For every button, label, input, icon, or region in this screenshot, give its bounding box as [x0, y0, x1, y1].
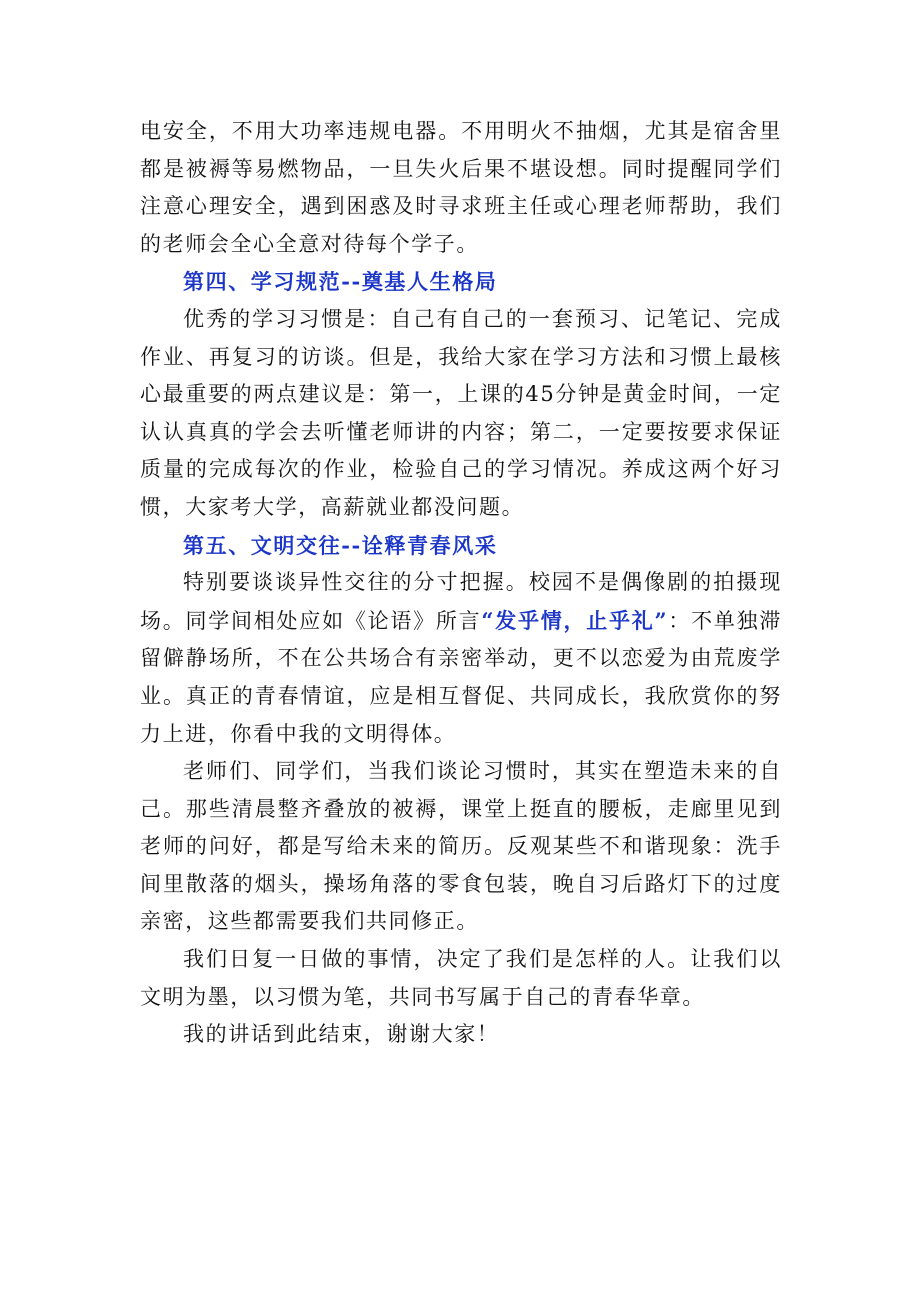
paragraph-habits-shape-future: 老师们、同学们，当我们谈论习惯时，其实在塑造未来的自己。那些清晨整齐叠放的被褥，课堂上挺直的腰板，走廊里见到老师的问好，都是写给未来的简历。反观某些不和谐现象：洗手间里散落的烟头，操场角落的零食包装，晚自习后路灯下的过度亲密，这些都需要我们共同修正。: [140, 759, 782, 934]
document-body: [140, 113, 782, 1054]
analects-quote: “发乎情，止乎礼”: [481, 607, 669, 633]
paragraph-safety-continued: 电安全，不用大功率违规电器。不用明火不抽烟，尤其是宿舍里都是被褥等易燃物品，一旦失火后果不堪设想。同时提醒同学们注意心理安全，遇到困惑及时寻求班主任或心理老师帮助，我们的老师会全心全意对待每个学子。: [140, 119, 782, 256]
paragraph-interaction-rest: ：不单独滞留僻静场所，不在公共场合有亲密举动，更不以恋爱为由荒废学业。真正的青春情谊，应是相互督促、共同成长，我欣赏你的努力上进，你看中我的文明得体。: [140, 608, 783, 746]
paragraph-interaction-lead: 特别要谈谈异性交往的分寸把握。校园不是偶像剧的拍摄现场。同学间相处应如《论语》所言: [140, 570, 782, 633]
paragraph-interaction: [140, 564, 782, 753]
paragraph-end-of-speech: 我的讲话到此结束，谢谢大家！: [183, 1022, 500, 1047]
paragraph-closing-call: 我们日复一日做的事情，决定了我们是怎样的人。让我们以文明为墨，以习惯为笔，共同书写属于自己的青春华章。: [140, 947, 782, 1009]
paragraph-study-habits: 优秀的学习习惯是：自己有自己的一套预习、记笔记、完成作业、再复习的访谈。但是，我给大家在学习方法和习惯上最核心最重要的两点建议是：第一，上课的45分钟是黄金时间，一定认认真真的学会去听懂老师讲的内容；第二，一定要按要求保证质量的完成每次的作业，检验自己的学习情况。养成这两个好习惯，大家考大学，高薪就业都没问题。: [140, 306, 782, 519]
heading-study-norms: 第四、学习规范--奠基人生格局: [183, 269, 498, 295]
heading-civil-interaction: 第五、文明交往--诠释青春风采: [183, 532, 498, 558]
